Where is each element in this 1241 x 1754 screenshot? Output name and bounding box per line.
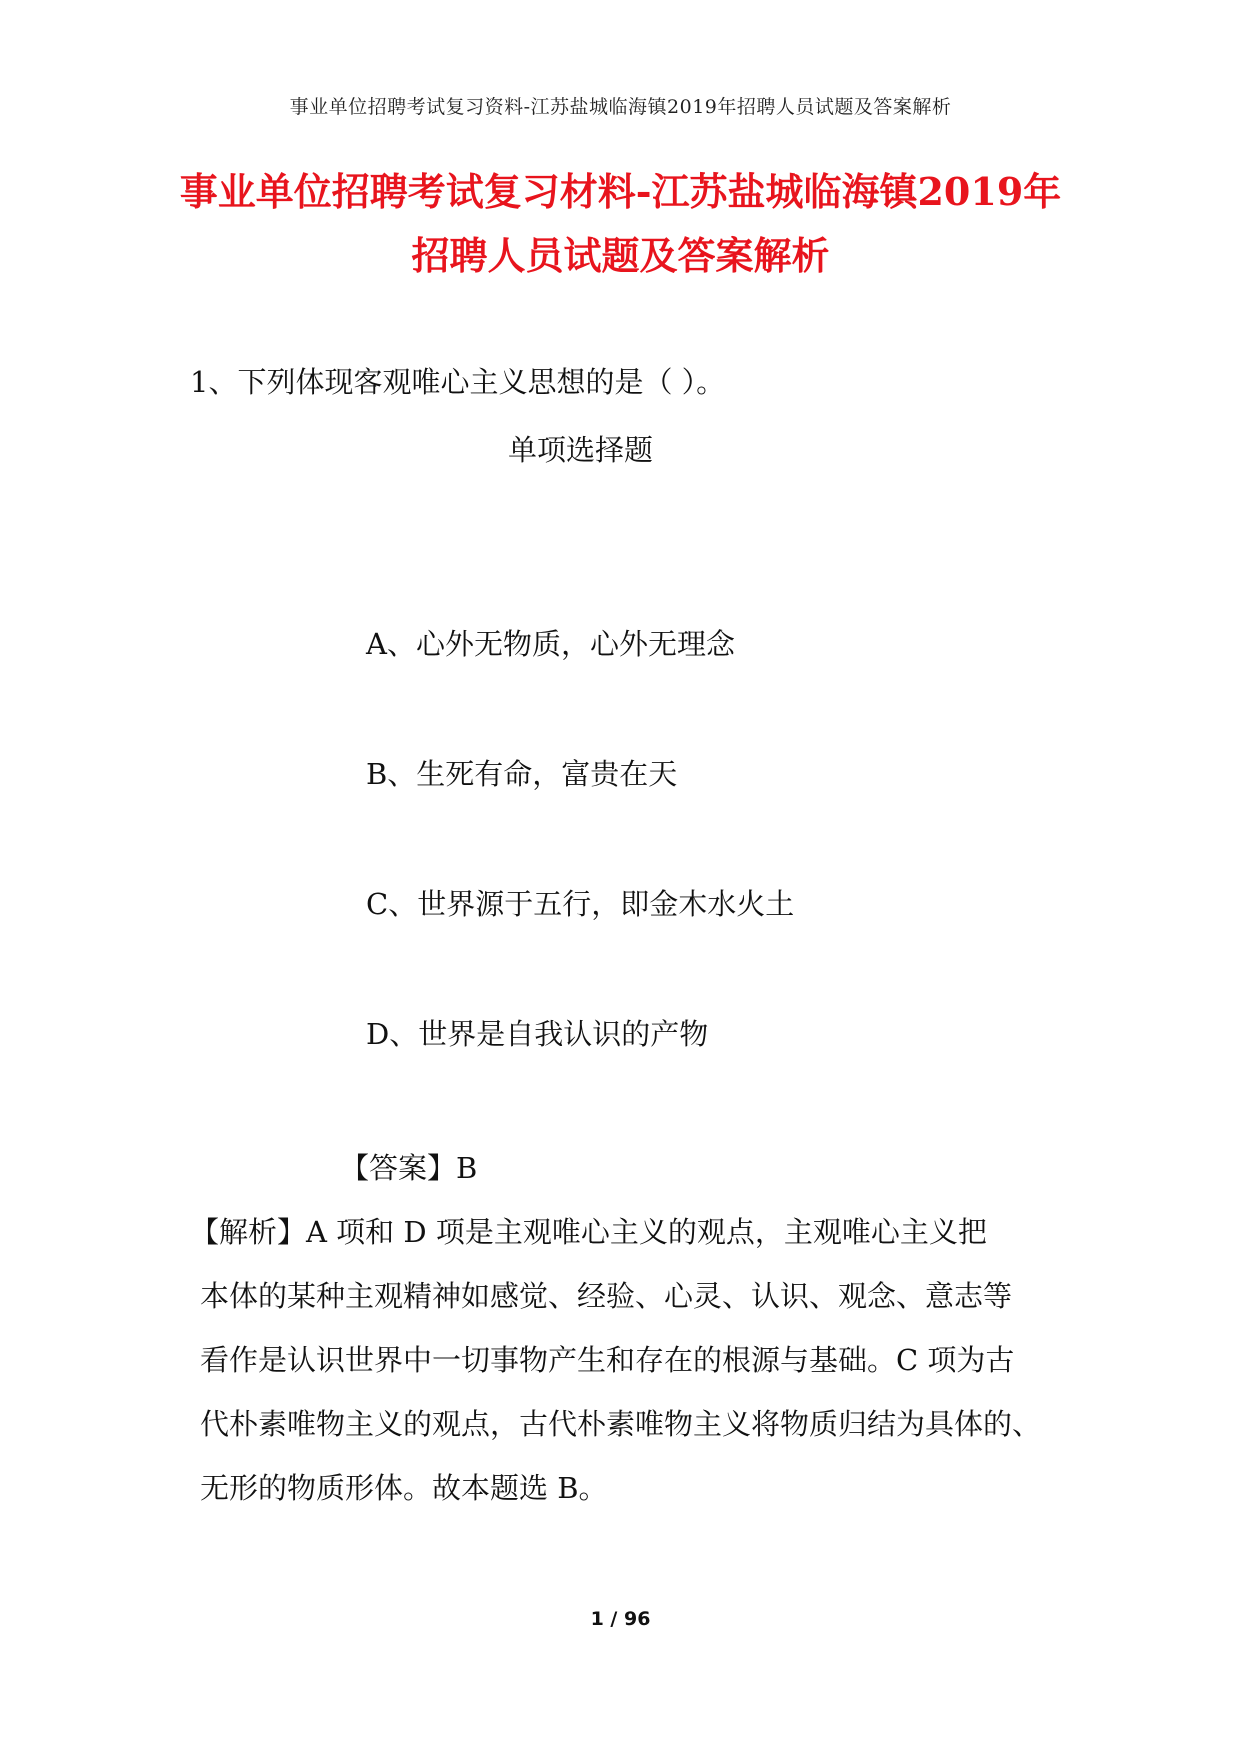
question-type: 单项选择题 bbox=[507, 433, 653, 467]
analysis-line-4: 代朴素唯物主义的观点，古代朴素唯物主义将物质归结为具体的、 bbox=[200, 1407, 1042, 1441]
title-line-1: 事业单位招聘考试复习材料-江苏盐城临海镇2019年 bbox=[179, 169, 1062, 214]
option-a: A、心外无物质，心外无理念 bbox=[366, 627, 735, 661]
page-number: 1 / 96 bbox=[590, 1608, 651, 1630]
question-stem: 1、下列体现客观唯心主义思想的是（ ）。 bbox=[190, 365, 726, 399]
option-d: D、世界是自我认识的产物 bbox=[366, 1017, 709, 1051]
document-title bbox=[150, 160, 1091, 288]
analysis-line-3: 看作是认识世界中一切事物产生和存在的根源与基础。C 项为古 bbox=[200, 1343, 1015, 1377]
analysis-line-5: 无形的物质形体。故本题选 B。 bbox=[200, 1471, 608, 1505]
analysis-line-1: 【解析】A 项和 D 项是主观唯心主义的观点，主观唯心主义把 bbox=[190, 1215, 987, 1249]
analysis-line-2: 本体的某种主观精神如感觉、经验、心灵、认识、观念、意志等 bbox=[200, 1279, 1013, 1313]
running-header: 事业单位招聘考试复习资料-江苏盐城临海镇2019年招聘人员试题及答案解析 bbox=[289, 96, 952, 118]
answer: 【答案】B bbox=[340, 1151, 478, 1185]
title-line-2: 招聘人员试题及答案解析 bbox=[411, 233, 830, 278]
option-b: B、生死有命，富贵在天 bbox=[366, 757, 678, 791]
option-c: C、世界源于五行，即金木水火土 bbox=[366, 887, 795, 921]
analysis bbox=[190, 1200, 1060, 1520]
